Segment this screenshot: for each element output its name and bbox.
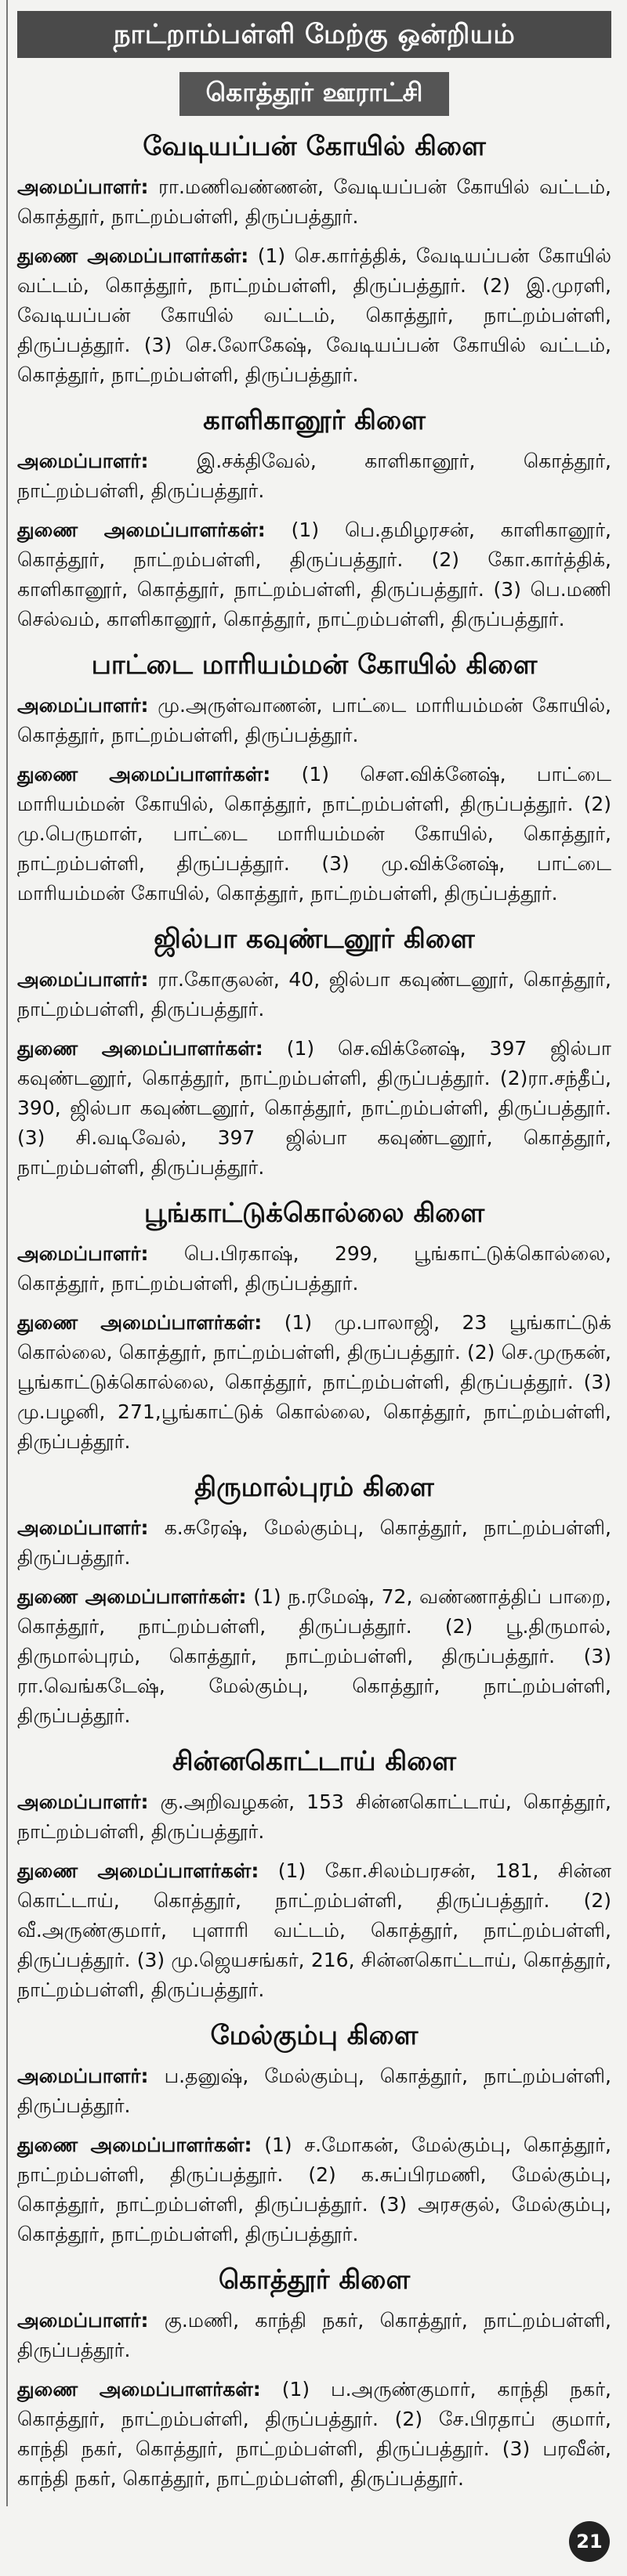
deputies-label: துணை அமைப்பாளர்கள்: (17, 2133, 252, 2156)
branch-section (17, 1195, 611, 1457)
president-entry (17, 2061, 611, 2121)
branch-title: பாட்டை மாரியம்மன் கோயில் கிளை (91, 649, 538, 681)
president-text: ப.தனுஷ், மேல்கும்பு, கொத்தூர், நாட்றம்பள்ளி, திருப்பத்தூர். (17, 2065, 612, 2117)
president-text: கு.மணி, காந்தி நகர், கொத்தூர், நாட்றம்பள்ளி, திருப்பத்தூர். (17, 2309, 611, 2361)
president-label: அமைப்பாளர்: (17, 968, 149, 991)
president-label: அமைப்பாளர்: (17, 1242, 149, 1265)
deputies-label: துணை அமைப்பாளர்கள்: (17, 2378, 261, 2401)
page-title: நாட்றாம்பள்ளி மேற்கு ஒன்றியம் (17, 11, 611, 58)
deputies-entry (17, 2130, 611, 2249)
president-label: அமைப்பாளர்: (17, 2065, 149, 2087)
branch-title: காளிகானூர் கிளை (203, 405, 426, 436)
deputies-label: துணை அமைப்பாளர்கள்: (17, 1585, 247, 1608)
branch-section (17, 2018, 611, 2249)
deputies-text: (1) பெ.தமிழரசன், காளிகானூர், கொத்தூர், நாட்றம்பள்ளி, திருப்பத்தூர். (2) கோ.கார்த்திக், காளிகானூர், கொத்தூர், நாட்றம்பள்ளி, திருப்பத்தூர். (3) பெ.மணி செல்வம், காளிகானூர், கொத்தூர், நாட்றம்பள்ளி, திருப்பத்தூர். (17, 518, 611, 630)
president-text: மு.அருள்வாணன், பாட்டை மாரியம்மன் கோயில், கொத்தூர், நாட்றம்பள்ளி, திருப்பத்தூர். (17, 694, 611, 746)
deputies-entry (17, 760, 611, 909)
page-number-badge: 21 (569, 2521, 610, 2562)
president-text: பெ.பிரகாஷ், 299, பூங்காட்டுக்கொல்லை, கொத்தூர், நாட்றம்பள்ளி, திருப்பத்தூர். (17, 1242, 611, 1295)
deputies-text: (1) செ.கார்த்திக், வேடியப்பன் கோயில் வட்டம், கொத்தூர், நாட்றம்பள்ளி, திருப்பத்தூர். (2) இ.முரளி, வேடியப்பன் கோயில் வட்டம், கொத்தூர், நாட்றம்பள்ளி, திருப்பத்தூர். (3) செ.லோகேஷ், வேடியப்பன் கோயில் வட்டம், கொத்தூர், நாட்றம்பள்ளி, திருப்பத்தூர். (17, 244, 611, 386)
president-label: அமைப்பாளர்: (17, 694, 149, 717)
deputies-text: (1) செ.விக்னேஷ், 397 ஜில்பா கவுண்டனூர், கொத்தூர், நாட்றம்பள்ளி, திருப்பத்தூர். (2)ரா.சந்தீப், 390, ஜில்பா கவுண்டனூர், கொத்தூர், நாட்றம்பள்ளி, திருப்பத்தூர். (3) சி.வடிவேல், 397 ஜில்பா கவுண்டனூர், கொத்தூர், நாட்றம்பள்ளி, திருப்பத்தூர். (17, 1037, 611, 1179)
president-label: அமைப்பாளர்: (17, 2309, 149, 2332)
branch-section (17, 403, 611, 634)
branch-section (17, 1743, 611, 2005)
deputies-label: துணை அமைப்பாளர்கள்: (17, 763, 271, 786)
deputies-text: (1) ப.அருண்குமார், காந்தி நகர், கொத்தூர், நாட்றம்பள்ளி, திருப்பத்தூர். (2) சே.பிரதாப் குமார், காந்தி நகர், கொத்தூர், நாட்றம்பள்ளி, திருப்பத்தூர். (3) பரவீன், காந்தி நகர், கொத்தூர், நாட்றம்பள்ளி, திருப்பத்தூர். (17, 2378, 611, 2490)
deputies-label: துணை அமைப்பாளர்கள்: (17, 518, 266, 541)
branch-section (17, 921, 611, 1183)
branch-section (17, 647, 611, 909)
branch-section (17, 1469, 611, 1731)
deputies-text: (1) கோ.சிலம்பரசன், 181, சின்ன கொட்டாய், கொத்தூர், நாட்றம்பள்ளி, திருப்பத்தூர். (2) வீ.அருண்குமார், புளாரி வட்டம், கொத்தூர், நாட்றம்பள்ளி, திருப்பத்தூர். (3) மு.ஜெயசங்கர், 216, சின்னகொட்டாய், கொத்தூர், நாட்றம்பள்ளி, திருப்பத்தூர். (17, 1859, 611, 2001)
branch-title: ஜில்பா கவுண்டனூர் கிளை (154, 923, 475, 955)
president-entry (17, 2306, 611, 2365)
deputies-label: துணை அமைப்பாளர்கள்: (17, 1859, 259, 1882)
president-text: கு.அறிவழகன், 153 சின்னகொட்டாய், கொத்தூர், நாட்றம்பள்ளி, திருப்பத்தூர். (17, 1790, 611, 1843)
president-entry (17, 1239, 611, 1299)
deputies-entry (17, 1034, 611, 1183)
branch-section (17, 128, 611, 390)
president-text: க.சுரேஷ், மேல்கும்பு, கொத்தூர், நாட்றம்பள்ளி, திருப்பத்தூர். (17, 1516, 612, 1569)
president-entry (17, 446, 611, 506)
page-subtitle: கொத்தூர் ஊராட்சி (179, 72, 450, 116)
president-label: அமைப்பாளர்: (17, 175, 149, 198)
deputies-entry (17, 241, 611, 390)
deputies-text: (1) மு.பாலாஜி, 23 பூங்காட்டுக் கொல்லை, கொத்தூர், நாட்றம்பள்ளி, திருப்பத்தூர். (2) செ.முருகன், பூங்காட்டுக்கொல்லை, கொத்தூர், நாட்றம்பள்ளி, திருப்பத்தூர். (3) மு.பழனி, 271,பூங்காட்டுக் கொல்லை, கொத்தூர், நாட்றம்பள்ளி, திருப்பத்தூர். (17, 1311, 611, 1453)
deputies-label: துணை அமைப்பாளர்கள்: (17, 244, 249, 267)
deputies-label: துணை அமைப்பாளர்கள்: (17, 1037, 263, 1060)
president-label: அமைப்பாளர்: (17, 1790, 149, 1813)
president-text: ரா.மணிவண்ணன், வேடியப்பன் கோயில் வட்டம், கொத்தூர், நாட்றம்பள்ளி, திருப்பத்தூர். (17, 175, 611, 228)
deputies-text: (1) ந.ரமேஷ், 72, வண்ணாத்திப் பாறை, கொத்தூர், நாட்றம்பள்ளி, திருப்பத்தூர். (2) பூ.திருமால், திருமால்புரம், கொத்தூர், நாட்றம்பள்ளி, திருப்பத்தூர். (3) ரா.வெங்கடேஷ், மேல்கும்பு, கொத்தூர், நாட்றம்பள்ளி, திருப்பத்தூர். (17, 1585, 611, 1727)
president-entry (17, 1787, 611, 1847)
president-text: ரா.கோகுலன், 40, ஜில்பா கவுண்டனூர், கொத்தூர், நாட்றம்பள்ளி, திருப்பத்தூர். (17, 968, 612, 1021)
deputies-label: துணை அமைப்பாளர்கள்: (17, 1311, 263, 1334)
branch-title: பூங்காட்டுக்கொல்லை கிளை (143, 1198, 485, 1229)
branch-title: சின்னகொட்டாய் கிளை (172, 1746, 457, 1777)
subtitle-wrapper (17, 72, 611, 116)
branch-title: வேடியப்பன் கோயில் கிளை (143, 131, 486, 162)
president-label: அமைப்பாளர்: (17, 450, 149, 472)
branch-section (17, 2262, 611, 2494)
deputies-entry (17, 515, 611, 634)
deputies-entry (17, 1582, 611, 1731)
branch-list (17, 128, 611, 2494)
branch-title: மேல்கும்பு கிளை (210, 2020, 419, 2051)
president-entry (17, 691, 611, 750)
president-label: அமைப்பாளர்: (17, 1516, 149, 1539)
deputies-entry (17, 1856, 611, 2005)
president-entry (17, 1513, 611, 1573)
left-margin-rule (6, 0, 8, 2506)
deputies-entry (17, 2375, 611, 2494)
deputies-entry (17, 1308, 611, 1457)
document-page (17, 11, 611, 2533)
branch-title: கொத்தூர் கிளை (218, 2264, 411, 2296)
president-entry (17, 965, 611, 1024)
deputies-text: (1) சௌ.விக்னேஷ், பாட்டை மாரியம்மன் கோயில், கொத்தூர், நாட்றம்பள்ளி, திருப்பத்தூர். (2) மு.பெருமாள், பாட்டை மாரியம்மன் கோயில், கொத்தூர், நாட்றம்பள்ளி, திருப்பத்தூர். (3) மு.விக்னேஷ், பாட்டை மாரியம்மன் கோயில், கொத்தூர், நாட்றம்பள்ளி, திருப்பத்தூர். (17, 763, 611, 905)
president-text: இ.சக்திவேல், காளிகானூர், கொத்தூர், நாட்றம்பள்ளி, திருப்பத்தூர். (17, 450, 611, 502)
deputies-text: (1) ச.மோகன், மேல்கும்பு, கொத்தூர், நாட்றம்பள்ளி, திருப்பத்தூர். (2) க.சுப்பிரமணி, மேல்கும்பு, கொத்தூர், நாட்றம்பள்ளி, திருப்பத்தூர். (3) அரசகுல், மேல்கும்பு, கொத்தூர், நாட்றம்பள்ளி, திருப்பத்தூர். (17, 2133, 611, 2245)
president-entry (17, 172, 611, 232)
branch-title: திருமால்புரம் கிளை (194, 1472, 434, 1503)
